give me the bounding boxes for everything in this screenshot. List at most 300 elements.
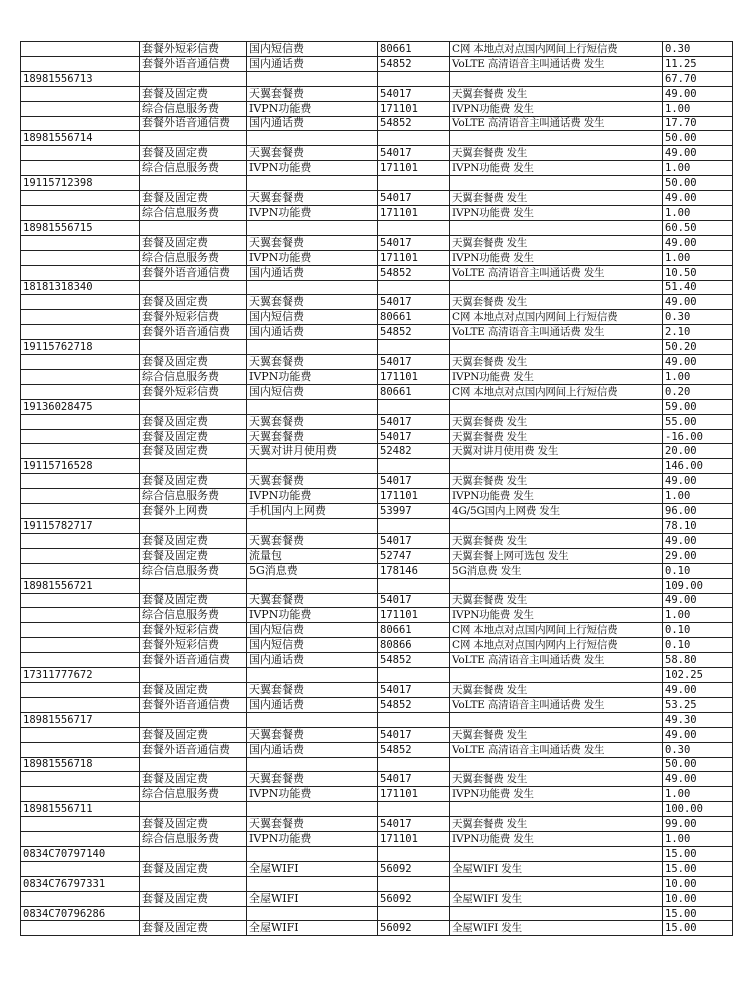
amount-cell: 53.25 bbox=[663, 697, 733, 712]
account-summary-row bbox=[21, 802, 733, 817]
fee-code-cell: 52482 bbox=[378, 444, 450, 459]
fee-item-cell: 天翼套餐费 bbox=[247, 355, 378, 370]
fee-detail-row bbox=[21, 161, 733, 176]
phone-number-cell bbox=[21, 533, 140, 548]
fee-code-cell bbox=[378, 399, 450, 414]
amount-cell: 0.20 bbox=[663, 384, 733, 399]
fee-item-cell: IVPN功能费 bbox=[247, 369, 378, 384]
fee-category-cell: 套餐外语音通信费 bbox=[140, 653, 247, 668]
phone-number-cell bbox=[21, 56, 140, 71]
fee-code-cell: 54017 bbox=[378, 86, 450, 101]
fee-category-cell: 综合信息服务费 bbox=[140, 563, 247, 578]
amount-cell: 1.00 bbox=[663, 250, 733, 265]
fee-detail-row bbox=[21, 638, 733, 653]
fee-code-cell bbox=[378, 71, 450, 86]
fee-description-cell bbox=[450, 519, 663, 534]
amount-cell: 50.00 bbox=[663, 757, 733, 772]
fee-code-cell: 171101 bbox=[378, 250, 450, 265]
fee-category-cell: 套餐及固定费 bbox=[140, 235, 247, 250]
amount-cell: 49.00 bbox=[663, 355, 733, 370]
fee-item-cell bbox=[247, 712, 378, 727]
fee-category-cell: 套餐及固定费 bbox=[140, 861, 247, 876]
amount-cell: 0.10 bbox=[663, 623, 733, 638]
fee-description-cell: 天翼套餐费 发生 bbox=[450, 533, 663, 548]
fee-code-cell: 54017 bbox=[378, 593, 450, 608]
fee-category-cell: 综合信息服务费 bbox=[140, 369, 247, 384]
fee-item-cell: 国内短信费 bbox=[247, 384, 378, 399]
amount-cell: 49.00 bbox=[663, 682, 733, 697]
phone-number-cell: 18981556715 bbox=[21, 220, 140, 235]
fee-category-cell: 套餐外语音通信费 bbox=[140, 56, 247, 71]
fee-item-cell bbox=[247, 71, 378, 86]
amount-cell: 49.00 bbox=[663, 533, 733, 548]
fee-detail-row bbox=[21, 295, 733, 310]
fee-code-cell: 54017 bbox=[378, 429, 450, 444]
fee-code-cell: 54852 bbox=[378, 265, 450, 280]
fee-category-cell bbox=[140, 459, 247, 474]
fee-category-cell: 套餐及固定费 bbox=[140, 86, 247, 101]
fee-description-cell bbox=[450, 340, 663, 355]
fee-detail-row bbox=[21, 861, 733, 876]
account-summary-row bbox=[21, 71, 733, 86]
phone-number-cell: 17311777672 bbox=[21, 668, 140, 683]
fee-description-cell: 天翼套餐费 发生 bbox=[450, 682, 663, 697]
phone-number-cell bbox=[21, 727, 140, 742]
phone-number-cell bbox=[21, 146, 140, 161]
fee-category-cell: 套餐及固定费 bbox=[140, 474, 247, 489]
phone-number-cell bbox=[21, 697, 140, 712]
fee-item-cell bbox=[247, 668, 378, 683]
phone-number-cell bbox=[21, 861, 140, 876]
fee-description-cell: 天翼套餐费 发生 bbox=[450, 295, 663, 310]
fee-detail-row bbox=[21, 533, 733, 548]
fee-category-cell: 套餐及固定费 bbox=[140, 355, 247, 370]
amount-cell: 0.30 bbox=[663, 42, 733, 57]
fee-item-cell bbox=[247, 340, 378, 355]
fee-code-cell: 54017 bbox=[378, 295, 450, 310]
fee-detail-row bbox=[21, 250, 733, 265]
amount-cell: 17.70 bbox=[663, 116, 733, 131]
phone-number-cell: 19115712398 bbox=[21, 176, 140, 191]
fee-description-cell bbox=[450, 399, 663, 414]
phone-number-cell: 0834C70797140 bbox=[21, 846, 140, 861]
fee-description-cell: C网 本地点对点国内网内上行短信费 bbox=[450, 638, 663, 653]
amount-cell: 1.00 bbox=[663, 832, 733, 847]
fee-category-cell: 套餐外语音通信费 bbox=[140, 265, 247, 280]
account-summary-row bbox=[21, 578, 733, 593]
amount-cell: 60.50 bbox=[663, 220, 733, 235]
fee-description-cell bbox=[450, 578, 663, 593]
fee-item-cell: 天翼套餐费 bbox=[247, 191, 378, 206]
amount-cell: 96.00 bbox=[663, 504, 733, 519]
fee-description-cell: 天翼套餐费 发生 bbox=[450, 146, 663, 161]
amount-cell: 0.30 bbox=[663, 742, 733, 757]
fee-category-cell: 套餐外语音通信费 bbox=[140, 116, 247, 131]
phone-number-cell bbox=[21, 787, 140, 802]
fee-detail-row bbox=[21, 474, 733, 489]
amount-cell: 1.00 bbox=[663, 101, 733, 116]
fee-detail-row bbox=[21, 682, 733, 697]
fee-code-cell bbox=[378, 519, 450, 534]
phone-number-cell: 18981556711 bbox=[21, 802, 140, 817]
fee-detail-row bbox=[21, 921, 733, 936]
fee-description-cell: IVPN功能费 发生 bbox=[450, 205, 663, 220]
fee-code-cell: 54017 bbox=[378, 474, 450, 489]
amount-cell: 2.10 bbox=[663, 325, 733, 340]
fee-detail-row bbox=[21, 369, 733, 384]
fee-description-cell: VoLTE 高清语音主叫通话费 发生 bbox=[450, 56, 663, 71]
fee-item-cell: 手机国内上网费 bbox=[247, 504, 378, 519]
fee-description-cell: VoLTE 高清语音主叫通话费 发生 bbox=[450, 325, 663, 340]
fee-code-cell: 171101 bbox=[378, 787, 450, 802]
fee-description-cell bbox=[450, 846, 663, 861]
fee-category-cell bbox=[140, 220, 247, 235]
fee-category-cell: 套餐外语音通信费 bbox=[140, 697, 247, 712]
amount-cell: 50.00 bbox=[663, 131, 733, 146]
amount-cell: 49.00 bbox=[663, 235, 733, 250]
amount-cell: 1.00 bbox=[663, 161, 733, 176]
fee-category-cell: 套餐外短彩信费 bbox=[140, 384, 247, 399]
fee-category-cell: 套餐及固定费 bbox=[140, 444, 247, 459]
fee-code-cell: 80661 bbox=[378, 384, 450, 399]
amount-cell: 10.00 bbox=[663, 876, 733, 891]
fee-description-cell: IVPN功能费 发生 bbox=[450, 608, 663, 623]
fee-description-cell: 天翼套餐费 发生 bbox=[450, 86, 663, 101]
account-summary-row bbox=[21, 846, 733, 861]
fee-item-cell: 天翼套餐费 bbox=[247, 429, 378, 444]
amount-cell: 49.00 bbox=[663, 86, 733, 101]
fee-item-cell: 天翼套餐费 bbox=[247, 772, 378, 787]
fee-code-cell bbox=[378, 846, 450, 861]
fee-category-cell: 套餐及固定费 bbox=[140, 682, 247, 697]
phone-number-cell bbox=[21, 191, 140, 206]
fee-code-cell: 54017 bbox=[378, 414, 450, 429]
fee-description-cell: VoLTE 高清语音主叫通话费 发生 bbox=[450, 265, 663, 280]
amount-cell: 78.10 bbox=[663, 519, 733, 534]
fee-description-cell: IVPN功能费 发生 bbox=[450, 787, 663, 802]
account-summary-row bbox=[21, 399, 733, 414]
account-summary-row bbox=[21, 519, 733, 534]
fee-description-cell bbox=[450, 459, 663, 474]
fee-category-cell bbox=[140, 131, 247, 146]
fee-detail-row bbox=[21, 265, 733, 280]
fee-category-cell: 综合信息服务费 bbox=[140, 205, 247, 220]
fee-category-cell: 套餐外语音通信费 bbox=[140, 325, 247, 340]
fee-description-cell: IVPN功能费 发生 bbox=[450, 250, 663, 265]
phone-number-cell bbox=[21, 638, 140, 653]
fee-item-cell: 国内通话费 bbox=[247, 742, 378, 757]
fee-code-cell: 171101 bbox=[378, 832, 450, 847]
phone-number-cell: 19115716528 bbox=[21, 459, 140, 474]
fee-item-cell: 天翼套餐费 bbox=[247, 817, 378, 832]
fee-item-cell: IVPN功能费 bbox=[247, 489, 378, 504]
amount-cell: 1.00 bbox=[663, 489, 733, 504]
phone-number-cell bbox=[21, 325, 140, 340]
fee-description-cell: 天翼套餐费 发生 bbox=[450, 235, 663, 250]
fee-code-cell: 54017 bbox=[378, 533, 450, 548]
fee-item-cell: 天翼套餐费 bbox=[247, 414, 378, 429]
fee-item-cell bbox=[247, 399, 378, 414]
fee-item-cell bbox=[247, 876, 378, 891]
fee-category-cell: 套餐外上网费 bbox=[140, 504, 247, 519]
fee-code-cell bbox=[378, 459, 450, 474]
fee-description-cell bbox=[450, 220, 663, 235]
fee-detail-row bbox=[21, 697, 733, 712]
phone-number-cell bbox=[21, 310, 140, 325]
fee-category-cell: 套餐及固定费 bbox=[140, 429, 247, 444]
fee-code-cell: 171101 bbox=[378, 369, 450, 384]
amount-cell: 146.00 bbox=[663, 459, 733, 474]
fee-description-cell bbox=[450, 876, 663, 891]
fee-category-cell bbox=[140, 802, 247, 817]
phone-number-cell: 18181318340 bbox=[21, 280, 140, 295]
phone-number-cell bbox=[21, 86, 140, 101]
phone-number-cell: 19115782717 bbox=[21, 519, 140, 534]
fee-item-cell: 国内短信费 bbox=[247, 42, 378, 57]
fee-code-cell: 54017 bbox=[378, 235, 450, 250]
amount-cell: 102.25 bbox=[663, 668, 733, 683]
fee-detail-row bbox=[21, 817, 733, 832]
fee-category-cell bbox=[140, 906, 247, 921]
amount-cell: 49.00 bbox=[663, 146, 733, 161]
fee-item-cell: 全屋WIFI bbox=[247, 921, 378, 936]
fee-item-cell: 国内通话费 bbox=[247, 265, 378, 280]
fee-code-cell bbox=[378, 802, 450, 817]
amount-cell: 50.00 bbox=[663, 176, 733, 191]
fee-category-cell: 综合信息服务费 bbox=[140, 787, 247, 802]
fee-item-cell: 天翼套餐费 bbox=[247, 235, 378, 250]
fee-category-cell bbox=[140, 578, 247, 593]
fee-item-cell bbox=[247, 131, 378, 146]
phone-number-cell bbox=[21, 682, 140, 697]
phone-number-cell: 19115762718 bbox=[21, 340, 140, 355]
fee-description-cell: 全屋WIFI 发生 bbox=[450, 861, 663, 876]
fee-category-cell: 套餐外语音通信费 bbox=[140, 742, 247, 757]
fee-category-cell bbox=[140, 340, 247, 355]
fee-category-cell: 套餐及固定费 bbox=[140, 817, 247, 832]
amount-cell: 49.00 bbox=[663, 593, 733, 608]
fee-detail-row bbox=[21, 444, 733, 459]
fee-code-cell bbox=[378, 220, 450, 235]
phone-number-cell bbox=[21, 548, 140, 563]
amount-cell: 1.00 bbox=[663, 787, 733, 802]
fee-code-cell bbox=[378, 176, 450, 191]
phone-number-cell bbox=[21, 414, 140, 429]
amount-cell: 10.50 bbox=[663, 265, 733, 280]
amount-cell: 0.10 bbox=[663, 638, 733, 653]
fee-code-cell: 54017 bbox=[378, 191, 450, 206]
fee-code-cell: 54017 bbox=[378, 146, 450, 161]
fee-detail-row bbox=[21, 384, 733, 399]
fee-detail-row bbox=[21, 101, 733, 116]
fee-item-cell: IVPN功能费 bbox=[247, 101, 378, 116]
account-summary-row bbox=[21, 668, 733, 683]
fee-category-cell: 套餐及固定费 bbox=[140, 295, 247, 310]
fee-category-cell: 套餐及固定费 bbox=[140, 191, 247, 206]
phone-number-cell: 0834C70796286 bbox=[21, 906, 140, 921]
fee-category-cell: 综合信息服务费 bbox=[140, 489, 247, 504]
amount-cell: 10.00 bbox=[663, 891, 733, 906]
phone-number-cell bbox=[21, 250, 140, 265]
fee-description-cell bbox=[450, 71, 663, 86]
fee-code-cell: 54852 bbox=[378, 56, 450, 71]
fee-category-cell: 综合信息服务费 bbox=[140, 832, 247, 847]
fee-detail-row bbox=[21, 489, 733, 504]
fee-code-cell: 54852 bbox=[378, 325, 450, 340]
fee-detail-row bbox=[21, 310, 733, 325]
fee-code-cell: 171101 bbox=[378, 205, 450, 220]
amount-cell: 1.00 bbox=[663, 205, 733, 220]
fee-description-cell: 天翼套餐费 发生 bbox=[450, 414, 663, 429]
fee-category-cell bbox=[140, 71, 247, 86]
fee-description-cell bbox=[450, 280, 663, 295]
fee-category-cell: 套餐及固定费 bbox=[140, 593, 247, 608]
amount-cell: 15.00 bbox=[663, 906, 733, 921]
fee-description-cell: 全屋WIFI 发生 bbox=[450, 921, 663, 936]
amount-cell: 67.70 bbox=[663, 71, 733, 86]
amount-cell: 49.00 bbox=[663, 727, 733, 742]
amount-cell: -16.00 bbox=[663, 429, 733, 444]
fee-category-cell bbox=[140, 668, 247, 683]
amount-cell: 1.00 bbox=[663, 369, 733, 384]
fee-detail-row bbox=[21, 787, 733, 802]
fee-category-cell: 套餐及固定费 bbox=[140, 146, 247, 161]
phone-number-cell bbox=[21, 42, 140, 57]
amount-cell: 1.00 bbox=[663, 608, 733, 623]
fee-detail-row bbox=[21, 414, 733, 429]
fee-category-cell: 综合信息服务费 bbox=[140, 608, 247, 623]
fee-description-cell: 全屋WIFI 发生 bbox=[450, 891, 663, 906]
fee-item-cell: 国内短信费 bbox=[247, 310, 378, 325]
fee-category-cell: 套餐外短彩信费 bbox=[140, 623, 247, 638]
phone-number-cell bbox=[21, 593, 140, 608]
fee-item-cell: 天翼套餐费 bbox=[247, 682, 378, 697]
amount-cell: 15.00 bbox=[663, 861, 733, 876]
account-summary-row bbox=[21, 280, 733, 295]
phone-number-cell: 18981556717 bbox=[21, 712, 140, 727]
fee-code-cell: 80866 bbox=[378, 638, 450, 653]
fee-code-cell bbox=[378, 876, 450, 891]
fee-detail-row bbox=[21, 563, 733, 578]
fee-code-cell bbox=[378, 906, 450, 921]
account-summary-row bbox=[21, 131, 733, 146]
fee-description-cell: 天翼套餐费 发生 bbox=[450, 191, 663, 206]
fee-description-cell: 天翼套餐费 发生 bbox=[450, 593, 663, 608]
fee-item-cell bbox=[247, 757, 378, 772]
fee-detail-row bbox=[21, 146, 733, 161]
fee-item-cell: 国内通话费 bbox=[247, 116, 378, 131]
fee-detail-row bbox=[21, 593, 733, 608]
fee-code-cell: 178146 bbox=[378, 563, 450, 578]
fee-detail-row bbox=[21, 116, 733, 131]
fee-description-cell: IVPN功能费 发生 bbox=[450, 489, 663, 504]
amount-cell: 58.80 bbox=[663, 653, 733, 668]
fee-item-cell: 国内短信费 bbox=[247, 623, 378, 638]
fee-detail-row bbox=[21, 832, 733, 847]
amount-cell: 29.00 bbox=[663, 548, 733, 563]
fee-item-cell: 国内通话费 bbox=[247, 325, 378, 340]
account-summary-row bbox=[21, 340, 733, 355]
phone-number-cell bbox=[21, 489, 140, 504]
fee-item-cell: 国内通话费 bbox=[247, 56, 378, 71]
fee-code-cell: 54017 bbox=[378, 682, 450, 697]
fee-description-cell: C网 本地点对点国内网间上行短信费 bbox=[450, 42, 663, 57]
phone-number-cell bbox=[21, 295, 140, 310]
fee-item-cell bbox=[247, 459, 378, 474]
account-summary-row bbox=[21, 757, 733, 772]
amount-cell: 99.00 bbox=[663, 817, 733, 832]
fee-detail-row bbox=[21, 325, 733, 340]
phone-number-cell bbox=[21, 608, 140, 623]
fee-category-cell: 套餐外短彩信费 bbox=[140, 310, 247, 325]
amount-cell: 51.40 bbox=[663, 280, 733, 295]
fee-detail-row bbox=[21, 891, 733, 906]
billing-detail-table bbox=[20, 41, 733, 936]
fee-code-cell: 171101 bbox=[378, 489, 450, 504]
fee-code-cell: 80661 bbox=[378, 42, 450, 57]
phone-number-cell bbox=[21, 772, 140, 787]
phone-number-cell bbox=[21, 504, 140, 519]
fee-code-cell bbox=[378, 280, 450, 295]
amount-cell: 20.00 bbox=[663, 444, 733, 459]
fee-detail-row bbox=[21, 205, 733, 220]
fee-item-cell: 天翼对讲月使用费 bbox=[247, 444, 378, 459]
fee-code-cell: 56092 bbox=[378, 921, 450, 936]
phone-number-cell: 0834C76797331 bbox=[21, 876, 140, 891]
fee-item-cell: 国内通话费 bbox=[247, 653, 378, 668]
phone-number-cell bbox=[21, 101, 140, 116]
fee-item-cell: 全屋WIFI bbox=[247, 861, 378, 876]
fee-code-cell: 56092 bbox=[378, 861, 450, 876]
phone-number-cell bbox=[21, 742, 140, 757]
phone-number-cell bbox=[21, 817, 140, 832]
fee-code-cell: 171101 bbox=[378, 161, 450, 176]
fee-category-cell bbox=[140, 176, 247, 191]
fee-code-cell: 171101 bbox=[378, 101, 450, 116]
fee-code-cell bbox=[378, 578, 450, 593]
fee-item-cell bbox=[247, 846, 378, 861]
amount-cell: 49.00 bbox=[663, 191, 733, 206]
fee-code-cell: 52747 bbox=[378, 548, 450, 563]
fee-code-cell: 54017 bbox=[378, 817, 450, 832]
fee-description-cell: VoLTE 高清语音主叫通话费 发生 bbox=[450, 742, 663, 757]
phone-number-cell bbox=[21, 384, 140, 399]
fee-description-cell: 天翼套餐费 发生 bbox=[450, 429, 663, 444]
fee-description-cell: IVPN功能费 发生 bbox=[450, 369, 663, 384]
fee-code-cell: 54852 bbox=[378, 116, 450, 131]
fee-code-cell: 54017 bbox=[378, 772, 450, 787]
fee-category-cell bbox=[140, 712, 247, 727]
fee-detail-row bbox=[21, 727, 733, 742]
amount-cell: 100.00 bbox=[663, 802, 733, 817]
fee-item-cell: 5G消息费 bbox=[247, 563, 378, 578]
fee-item-cell: 天翼套餐费 bbox=[247, 727, 378, 742]
fee-category-cell: 套餐及固定费 bbox=[140, 533, 247, 548]
billing-detail-table-body bbox=[21, 42, 733, 936]
phone-number-cell bbox=[21, 832, 140, 847]
fee-code-cell: 80661 bbox=[378, 310, 450, 325]
fee-code-cell: 54017 bbox=[378, 727, 450, 742]
fee-category-cell: 套餐及固定费 bbox=[140, 921, 247, 936]
fee-code-cell bbox=[378, 712, 450, 727]
phone-number-cell bbox=[21, 235, 140, 250]
fee-description-cell: 天翼套餐费 发生 bbox=[450, 727, 663, 742]
fee-description-cell: 5G消息费 发生 bbox=[450, 563, 663, 578]
fee-description-cell: VoLTE 高清语音主叫通话费 发生 bbox=[450, 653, 663, 668]
fee-item-cell bbox=[247, 519, 378, 534]
account-summary-row bbox=[21, 459, 733, 474]
fee-category-cell bbox=[140, 757, 247, 772]
